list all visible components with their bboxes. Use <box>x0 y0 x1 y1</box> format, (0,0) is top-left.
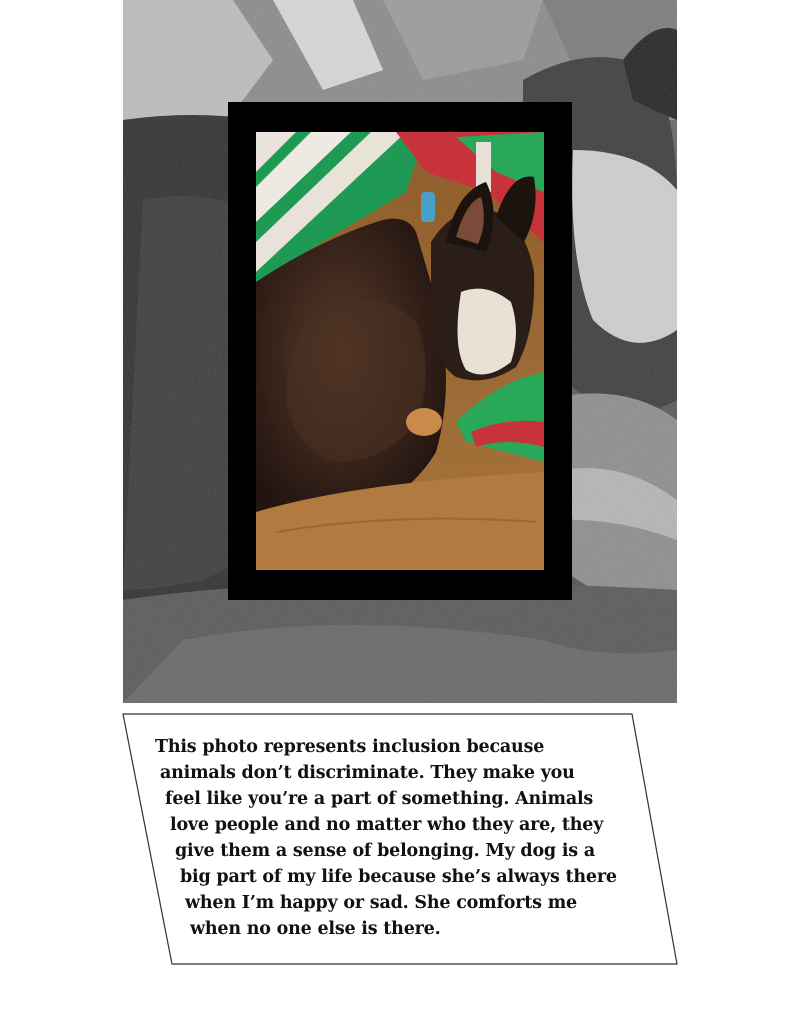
caption-box <box>120 712 680 967</box>
photo-frame <box>228 102 572 600</box>
caption-line: feel like you’re a part of something. Animals <box>165 789 594 809</box>
caption-line: love people and no matter who they are, they <box>170 815 604 835</box>
caption-line: animals don’t discriminate. They make you <box>160 763 575 783</box>
caption-text <box>120 712 680 967</box>
caption-line: This photo represents inclusion because <box>155 737 545 757</box>
caption-line: when no one else is there. <box>190 919 441 939</box>
caption-line: big part of my life because she’s always there <box>180 867 617 887</box>
caption-line: give them a sense of belonging. My dog is a <box>175 841 595 861</box>
caption-line: when I’m happy or sad. She comforts me <box>185 893 577 913</box>
framed-color-photo <box>256 132 544 570</box>
